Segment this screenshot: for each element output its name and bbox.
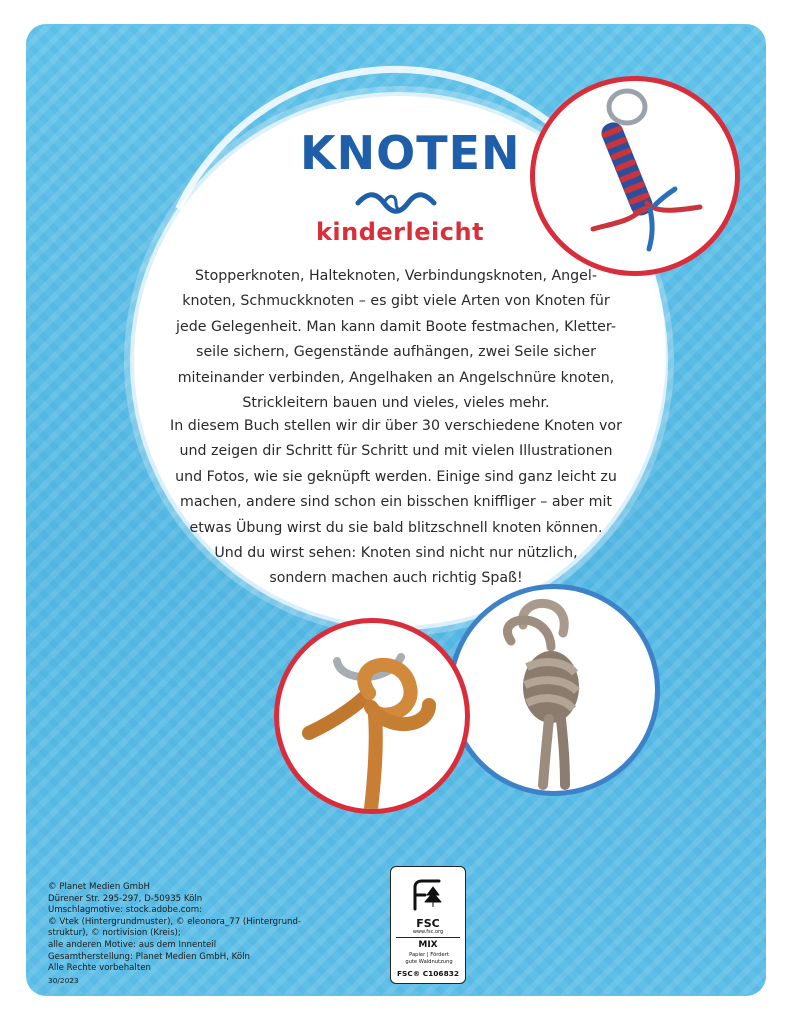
- blurb-line: seile sichern, Gegenstände aufhängen, zwei Seile sicher: [196, 344, 596, 361]
- blurb-line: Und du wirst sehen: Knoten sind nicht nur nützlich,: [214, 545, 578, 562]
- rope-squiggle-icon: [354, 188, 438, 218]
- hook-knot-icon: [279, 623, 465, 809]
- fsc-license: FSC® C106832: [396, 969, 460, 978]
- fsc-name: FSC: [416, 917, 440, 930]
- imprint-block: [48, 882, 368, 986]
- imprint-line: Gesamtherstellung: Planet Medien GmbH, Köln: [48, 951, 250, 962]
- print-code: 30/2023: [48, 975, 79, 985]
- fsc-url: www.fsc.org: [412, 929, 444, 935]
- fsc-tree-icon: [409, 875, 449, 915]
- imprint-line: alle anderen Motive: aus dem Innenteil: [48, 939, 217, 950]
- imprint-line: Dürener Str. 295-297, D-50935 Köln: [48, 893, 203, 904]
- fsc-divider: [396, 937, 460, 938]
- hook-knot-photo: [274, 618, 470, 814]
- blurb-paragraph-1: [156, 264, 636, 416]
- fsc-description: [394, 952, 464, 965]
- blurb-paragraph-2: [146, 414, 646, 592]
- blurb-line: und Fotos, wie sie geknüpft werden. Einige sind ganz leicht zu: [175, 468, 617, 485]
- blurb-line: jede Gelegenheit. Man kann damit Boote festmachen, Kletter-: [176, 318, 616, 335]
- fsc-desc-line: Papier | Fördert: [409, 952, 449, 958]
- blurb-line: etwas Übung wirst du sie bald blitzschnell knoten können.: [189, 519, 603, 536]
- loop-knot-icon: [453, 589, 655, 791]
- blurb-line: machen, andere sind schon ein bisschen kniffliger – aber mit: [180, 494, 612, 511]
- blurb-line: Strickleitern bauen und vieles, vieles mehr.: [242, 395, 550, 412]
- imprint-line: Alle Rechte vorbehalten: [48, 963, 151, 974]
- blurb-line: sondern machen auch richtig Spaß!: [269, 570, 523, 587]
- fsc-desc-line: gute Waldnutzung: [405, 958, 453, 965]
- keychain-knot-icon: [535, 81, 735, 271]
- imprint-line: struktur), © nortivision (Kreis);: [48, 928, 181, 939]
- keychain-knot-photo: [530, 76, 740, 276]
- imprint-line: © Vtek (Hintergrundmuster), © eleonora_77 (Hintergrund-: [48, 916, 302, 927]
- imprint-line: Umschlagmotive: stock.adobe.com:: [48, 905, 203, 916]
- blurb-line: knoten, Schmuckknoten – es gibt viele Arten von Knoten für: [182, 293, 610, 310]
- blurb-line: miteinander verbinden, Angelhaken an Angelschnüre knoten,: [177, 369, 615, 386]
- blurb-line: In diesem Buch stellen wir dir über 30 verschiedene Knoten vor: [170, 418, 622, 434]
- blurb-line: Stopperknoten, Halteknoten, Verbindungsknoten, Angel-: [195, 268, 597, 284]
- fsc-label: [390, 866, 466, 984]
- imprint-line: © Planet Medien GmbH: [48, 882, 150, 892]
- blurb-line: und zeigen dir Schritt für Schritt und mit vielen Illustrationen: [179, 443, 613, 460]
- rope-loop-knot-photo: [448, 584, 660, 796]
- fsc-mix: MIX: [418, 940, 438, 950]
- book-subtitle: kinderleicht: [315, 218, 485, 246]
- book-title: KNOTEN: [300, 126, 521, 180]
